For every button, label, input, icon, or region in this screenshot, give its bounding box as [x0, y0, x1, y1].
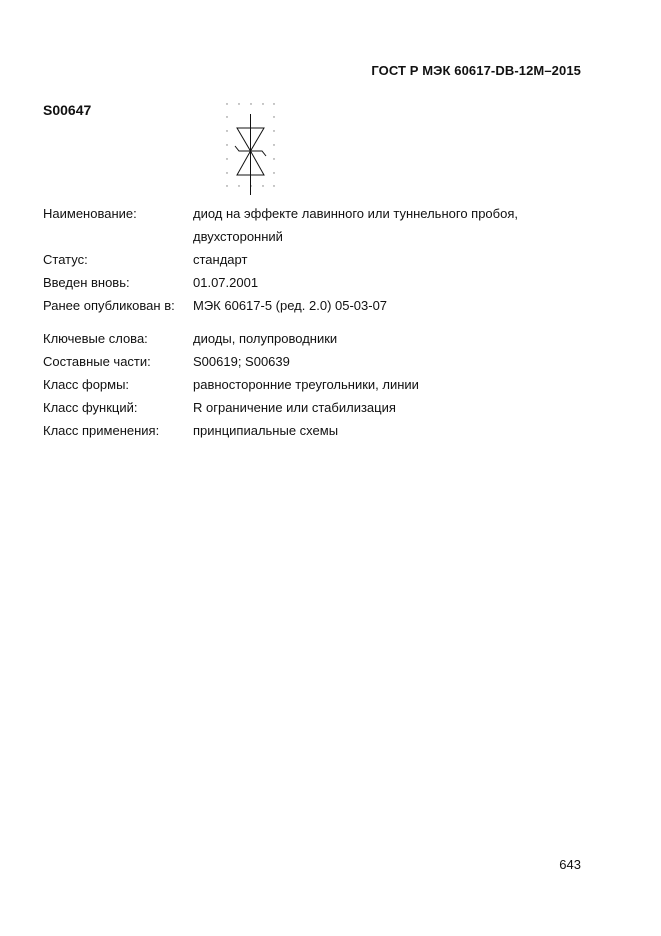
property-key: Класс формы:	[43, 377, 130, 392]
property-key: Ранее опубликован в:	[43, 298, 175, 313]
diode-lines	[235, 114, 266, 195]
property-row-previously-published	[43, 294, 583, 317]
property-row-name	[43, 202, 583, 248]
property-value: 01.07.2001	[193, 275, 259, 290]
property-row-application-class	[43, 419, 583, 442]
property-value: МЭК 60617-5 (ред. 2.0) 05-03-07	[193, 298, 388, 313]
property-key: Введен вновь:	[43, 275, 130, 290]
property-row-components	[43, 350, 583, 373]
document-standard-header: ГОСТ Р МЭК 60617-DB-12M–2015	[371, 63, 581, 78]
property-key: Статус:	[43, 252, 88, 267]
property-value: стандарт	[193, 252, 248, 267]
property-key: Класс применения:	[43, 423, 160, 438]
bidirectional-breakdown-diode-symbol-icon	[223, 100, 277, 196]
property-value: принципиальные схемы	[193, 423, 339, 438]
page-number: 643	[559, 857, 581, 872]
property-row-keywords	[43, 327, 583, 350]
property-key: Наименование:	[43, 206, 137, 221]
property-key: Ключевые слова:	[43, 331, 148, 346]
property-value: диоды, полупроводники	[193, 331, 338, 346]
property-key: Составные части:	[43, 354, 151, 369]
property-value: равносторонние треугольники, линии	[193, 377, 419, 392]
symbol-properties	[43, 202, 583, 442]
property-row-introduced	[43, 271, 583, 294]
property-value: S00619; S00639	[193, 354, 290, 369]
property-row-shape-class	[43, 373, 583, 396]
symbol-id: S00647	[43, 102, 92, 118]
property-value: диод на эффекте лавинного или туннельного пробоя, двухсторонний	[193, 206, 518, 244]
property-key: Класс функций:	[43, 400, 138, 415]
property-row-status	[43, 248, 583, 271]
property-value: R ограничение или стабилизация	[193, 400, 396, 415]
property-row-function-class	[43, 396, 583, 419]
